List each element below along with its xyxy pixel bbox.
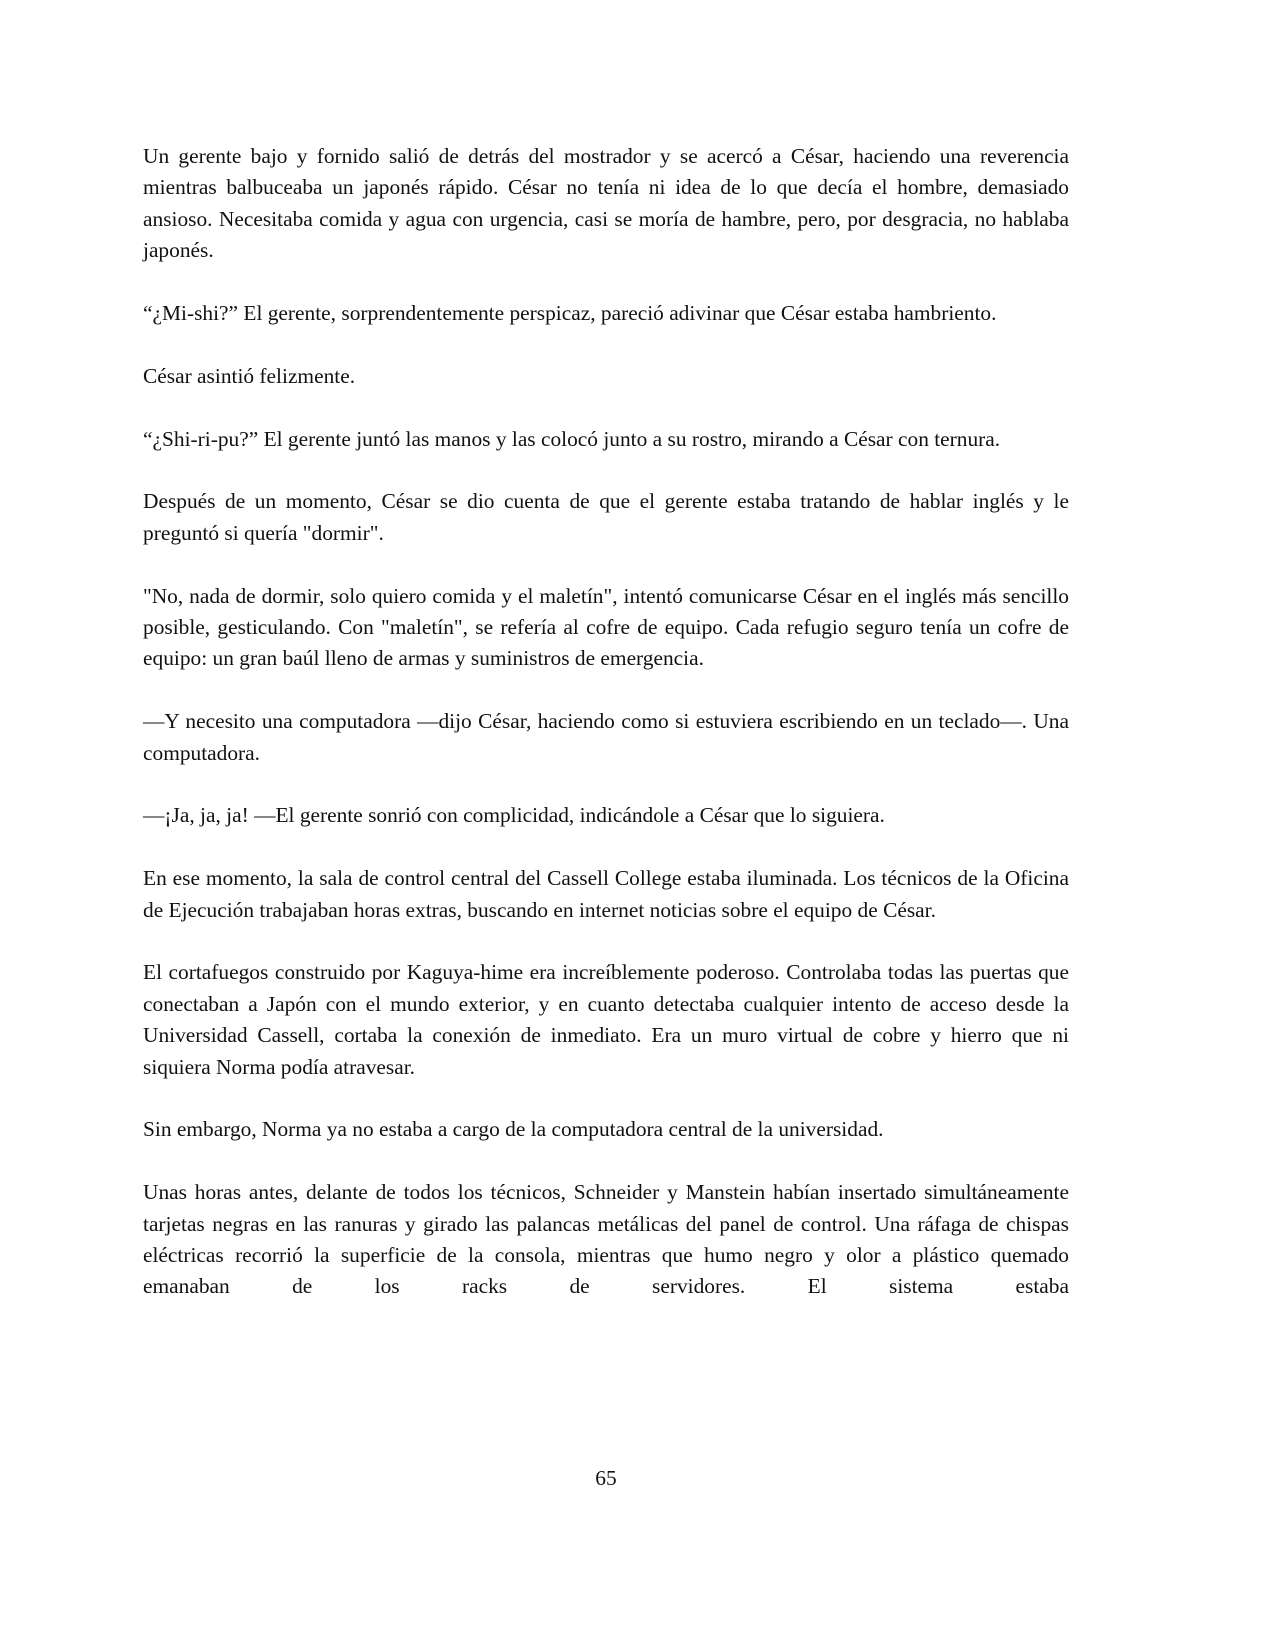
paragraph: “¿Shi-ri-pu?” El gerente juntó las manos y las colocó junto a su rostro, mirando a César con ternura. (143, 426, 1001, 451)
paragraph: “¿Mi-shi?” El gerente, sorprendentemente perspicaz, pareció adivinar que César estaba hambriento. (143, 301, 997, 326)
paragraph: Unas horas antes, delante de todos los técnicos, Schneider y Manstein habían insertado simultáneamente tarjetas negras en las ranuras y girado las palancas metálicas del panel de control. Una ráfaga de chispas eléctricas recorrió la superficie de la consola, mientras que humo negro y olor a plástico quemado emanaban de los racks de servidores. El sistema estaba (143, 1180, 1069, 1299)
paragraph: El cortafuegos construido por Kaguya-hime era increíblemente poderoso. Controlaba todas las puertas que conectaban a Japón con el mundo exterior, y en cuanto detectaba cualquier intento de acceso desde la Universidad Cassell, cortaba la conexión de inmediato. Era un muro virtual de cobre y hierro que ni siquiera Norma podía atravesar. (143, 960, 1069, 1079)
paragraph: Después de un momento, César se dio cuenta de que el gerente estaba tratando de hablar inglés y le preguntó si quería "dormir". (143, 489, 1069, 545)
paragraph: En ese momento, la sala de control central del Cassell College estaba iluminada. Los técnicos de la Oficina de Ejecución trabajaban horas extras, buscando en internet noticias sobre el equipo de César. (143, 866, 1069, 922)
paragraph: "No, nada de dormir, solo quiero comida y el maletín", intentó comunicarse César en el inglés más sencillo posible, gesticulando. Con "maletín", se refería al cofre de equipo. Cada refugio seguro tenía un cofre de equipo: un gran baúl lleno de armas y suministros de emergencia. (143, 583, 1069, 671)
paragraph: César asintió felizmente. (143, 363, 356, 388)
paragraph: —¡Ja, ja, ja! —El gerente sonrió con complicidad, indicándole a César que lo siguiera. (143, 803, 885, 828)
page-number: 65 (595, 1466, 617, 1490)
page-body (143, 141, 1069, 1334)
paragraph: Sin embargo, Norma ya no estaba a cargo de la computadora central de la universidad. (143, 1117, 884, 1142)
paragraph: Un gerente bajo y fornido salió de detrás del mostrador y se acercó a César, haciendo una reverencia mientras balbuceaba un japonés rápido. César no tenía ni idea de lo que decía el hombre, demasiado ansioso. Necesitaba comida y agua con urgencia, casi se moría de hambre, pero, por desgracia, no hablaba japonés. (143, 144, 1069, 263)
paragraph: —Y necesito una computadora —dijo César, haciendo como si estuviera escribiendo en un teclado—. Una computadora. (143, 709, 1069, 765)
